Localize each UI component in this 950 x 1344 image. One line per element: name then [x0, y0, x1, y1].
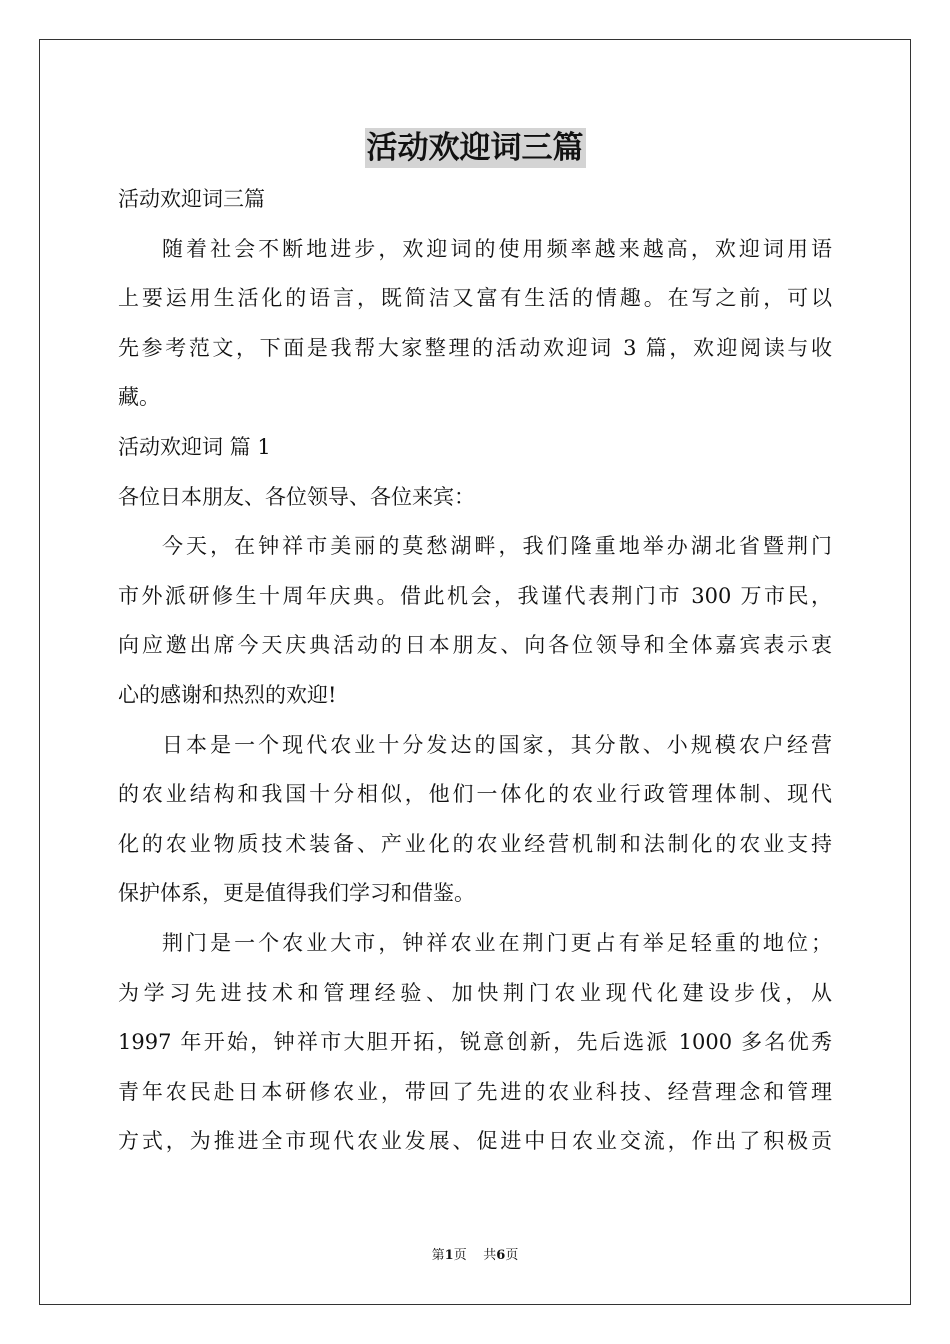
- text-line: 向应邀出席今天庆典活动的日本朋友、向各位领导和全体嘉宾表示衷: [118, 633, 832, 658]
- text-line: 上要运用生活化的语言，既简洁又富有生活的情趣。在写之前，可以: [118, 286, 832, 311]
- text-line: 藏。: [118, 385, 160, 410]
- text-line: 青年农民赴日本研修农业，带回了先进的农业科技、经营理念和管理: [118, 1079, 832, 1104]
- footer-total-prefix: 共: [483, 1248, 497, 1263]
- footer-page-suffix: 页: [453, 1248, 467, 1263]
- text-line: 日本是一个现代农业十分发达的国家，其分散、小规模农户经营: [162, 732, 832, 757]
- text-line: 化的农业物质技术装备、产业化的农业经营机制和法制化的农业支持: [118, 831, 832, 856]
- footer-total-pages: 6: [496, 1248, 506, 1263]
- footer-page-prefix: 第: [431, 1248, 445, 1263]
- text-line: 保护体系，更是值得我们学习和借鉴。: [118, 881, 475, 906]
- text-line: 的农业结构和我国十分相似，他们一体化的农业行政管理体制、现代: [118, 782, 832, 807]
- page-footer: [0, 1248, 950, 1264]
- text-line: 为学习先进技术和管理经验、加快荆门农业现代化建设步伐，从: [118, 980, 832, 1005]
- document-title: 活动欢迎词三篇: [366, 130, 584, 166]
- footer-page-number: 1: [444, 1248, 454, 1263]
- document-body: [118, 175, 832, 1167]
- text-line: 1997 年开始，钟祥市大胆开拓，锐意创新，先后选派 1000 多名优秀: [118, 1030, 832, 1055]
- text-line: 市外派研修生十周年庆典。借此机会，我谨代表荆门市 300 万市民，: [118, 583, 832, 608]
- text-line: 活动欢迎词三篇: [118, 187, 265, 211]
- text-line: 随着社会不断地进步，欢迎词的使用频率越来越高，欢迎词用语: [162, 236, 832, 261]
- text-line: 活动欢迎词 篇 1: [118, 434, 271, 459]
- footer-total-suffix: 页: [505, 1248, 519, 1263]
- text-line: 荆门是一个农业大市，钟祥农业在荆门更占有举足轻重的地位；: [162, 930, 832, 955]
- text-line: 今天，在钟祥市美丽的莫愁湖畔，我们隆重地举办湖北省暨荆门: [162, 534, 832, 559]
- text-line: 先参考范文，下面是我帮大家整理的活动欢迎词 3 篇，欢迎阅读与收: [118, 335, 832, 360]
- title-container: [0, 128, 950, 168]
- text-line: 方式，为推进全市现代农业发展、促进中日农业交流，作出了积极贡: [118, 1129, 832, 1154]
- text-line: 心的感谢和热烈的欢迎!: [118, 682, 337, 707]
- text-line: 各位日本朋友、各位领导、各位来宾：: [118, 484, 475, 509]
